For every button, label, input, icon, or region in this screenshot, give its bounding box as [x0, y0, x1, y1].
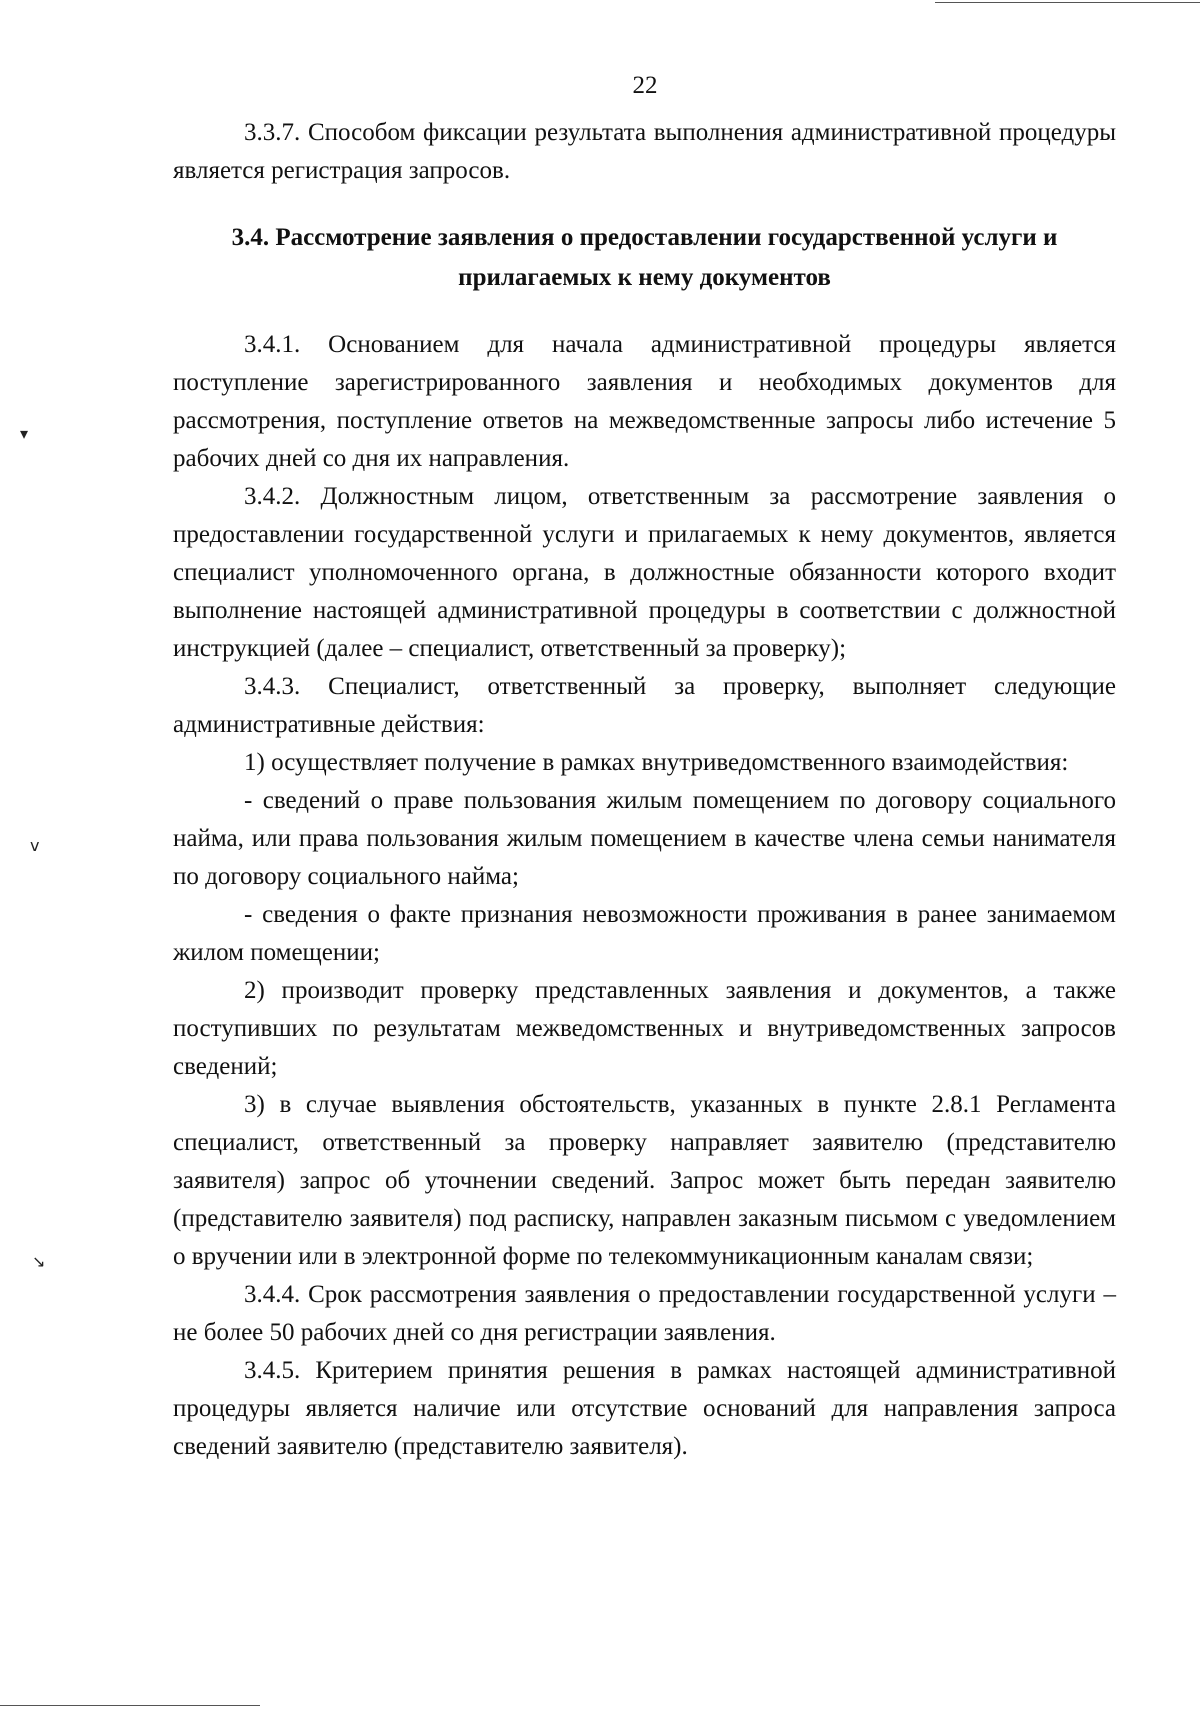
scan-artifact-mark: v [30, 836, 40, 855]
section-heading [173, 218, 1116, 298]
paragraph-3-4-2: 3.4.2. Должностным лицом, ответственным за рассмотрение заявления о предоставлении государственной услуги и прилагаемых к нему документов, является специалист уполномоченного органа, в должностные обязанности которого входит выполнение настоящей административной процедуры в соответствии с должностной инструкцией (далее – специалист, ответственный за проверку); [173, 483, 1116, 662]
paragraph-3-3-7: 3.3.7. Способом фиксации результата выполнения административной процедуры является регистрация запросов. [173, 119, 1116, 184]
scan-artifact-mark: ▾ [20, 424, 29, 443]
list-item-1-subitem-b: - сведения о факте признания невозможности проживания в ранее занимаемом жилом помещении; [173, 901, 1116, 966]
paragraph-3-4-4: 3.4.4. Срок рассмотрения заявления о предоставлении государственной услуги – не более 50 рабочих дней со дня регистрации заявления. [173, 1281, 1116, 1346]
list-item-3: 3) в случае выявления обстоятельств, указанных в пункте 2.8.1 Регламента специалист, ответственный за проверку направляет заявителю (представителю заявителя) запрос об уточнении сведений. Запрос может быть передан заявителю (представителю заявителя) под расписку, направлен заказным письмом с уведомлением о вручении или в электронной форме по телекоммуникационным каналам связи; [173, 1091, 1116, 1270]
paragraph-3-4-1: 3.4.1. Основанием для начала административной процедуры является поступление зарегистрированного заявления и необходимых документов для рассмотрения, поступление ответов на межведомственные запросы либо истечение 5 рабочих дней со дня их направления. [173, 331, 1116, 472]
section-heading-line-1: 3.4. Рассмотрение заявления о предоставлении государственной услуги и [231, 224, 1058, 251]
scan-artifact-mark: ↘ [32, 1252, 46, 1271]
section-heading-line-2: прилагаемых к нему документов [458, 264, 831, 291]
document-body [173, 114, 1116, 1466]
paragraph-3-4-3: 3.4.3. Специалист, ответственный за проверку, выполняет следующие административные действия: [173, 673, 1116, 738]
paragraph-3-4-5: 3.4.5. Критерием принятия решения в рамках настоящей административной процедуры является наличие или отсутствие оснований для направления запроса сведений заявителю (представителю заявителя). [173, 1357, 1116, 1460]
list-item-2: 2) производит проверку представленных заявления и документов, а также поступивших по результатам межведомственных и внутриведомственных запросов сведений; [173, 977, 1116, 1080]
page-number: 22 [632, 72, 658, 99]
scan-edge-line-top [935, 2, 1200, 3]
list-item-1-subitem-a: - сведений о праве пользования жилым помещением по договору социального найма, или права пользования жилым помещением в качестве члена семьи нанимателя по договору социального найма; [173, 787, 1116, 890]
scan-edge-line-bottom [0, 1705, 260, 1706]
list-item-1: 1) осуществляет получение в рамках внутриведомственного взаимодействия: [244, 749, 1069, 776]
